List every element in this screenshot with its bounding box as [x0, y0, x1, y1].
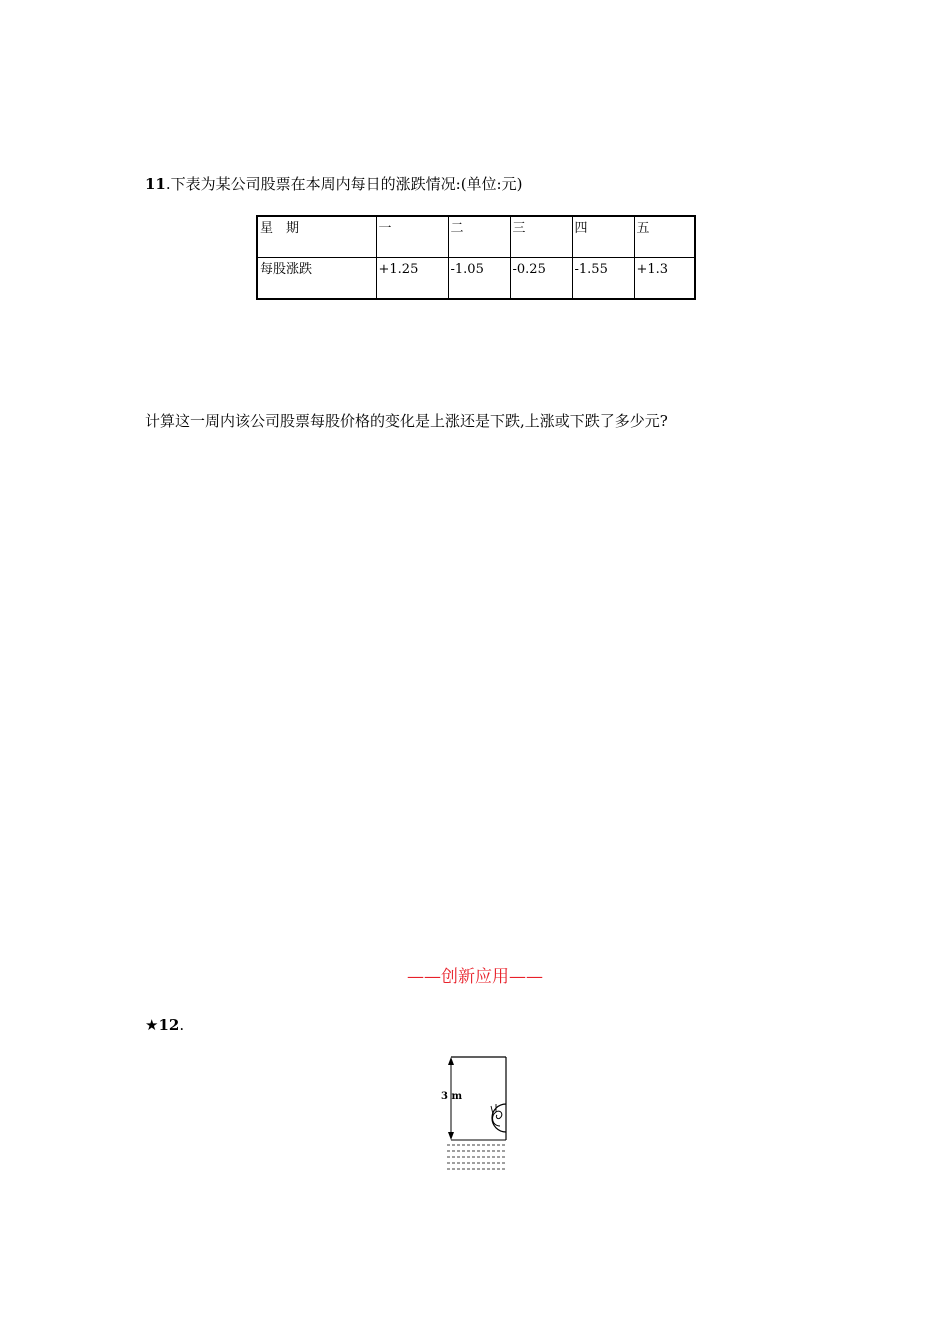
table-header-fri: 五 — [634, 216, 695, 258]
question-11-number: 11 — [145, 175, 166, 193]
table-cell-mon: +1.25 — [376, 258, 448, 300]
well-diagram — [440, 1052, 515, 1177]
height-label: 3 m — [441, 1091, 463, 1102]
question-11-text: .下表为某公司股票在本周内每日的涨跌情况:(单位:元) — [165, 175, 523, 193]
table-cell-wed: -0.25 — [510, 258, 572, 300]
table-row-label: 每股涨跌 — [257, 258, 376, 300]
stock-change-table — [256, 215, 696, 300]
table-header-thu: 四 — [572, 216, 634, 258]
table-cell-fri: +1.3 — [634, 258, 695, 300]
table-cell-thu: -1.55 — [572, 258, 634, 300]
table-header-row — [257, 216, 695, 258]
question-12 — [145, 1016, 184, 1034]
question-12-number: 12 — [158, 1016, 180, 1034]
well-figure — [440, 1052, 515, 1177]
star-icon: ★ — [145, 1016, 159, 1034]
table-header-mon: 一 — [376, 216, 448, 258]
table-header-tue: 二 — [448, 216, 510, 258]
question-11 — [145, 173, 522, 194]
table-cell-tue: -1.05 — [448, 258, 510, 300]
section-title: ——创新应用—— — [407, 967, 543, 987]
question-12-suffix: . — [179, 1016, 185, 1034]
table-row — [257, 258, 695, 300]
table-header-weekday: 星 期 — [257, 216, 376, 258]
question-11-prompt: 计算这一周内该公司股票每股价格的变化是上涨还是下跌,上涨或下跌了多少元? — [145, 412, 668, 430]
table-header-wed: 三 — [510, 216, 572, 258]
